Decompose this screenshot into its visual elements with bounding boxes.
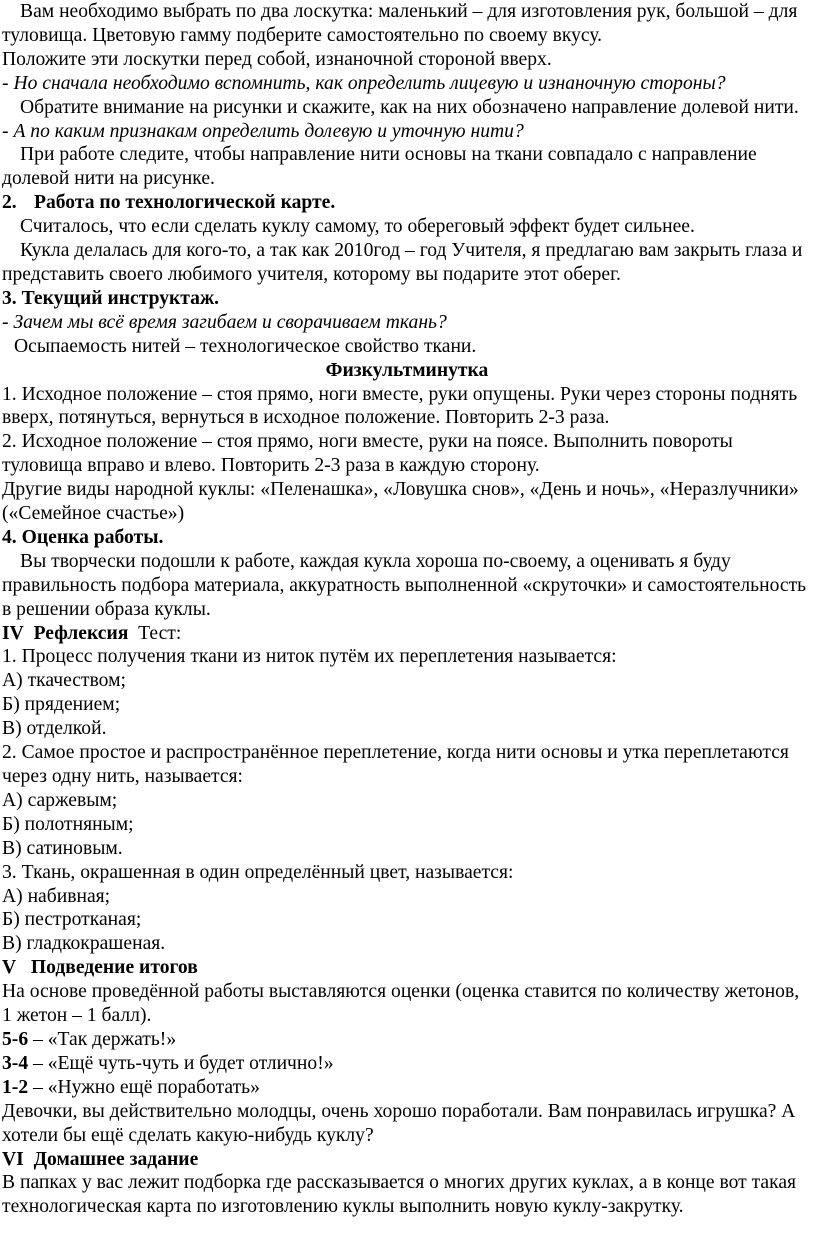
section-number: IV [2,622,24,644]
grade-score: 1-2 [2,1076,29,1098]
grade-comment: – «Ещё чуть-чуть и будет отлично!» [28,1052,334,1074]
paragraph-grading: На основе проведённой работы выставляются оценки (оценка ставится по количеству жетонов, 1 жетон – 1 балл). [2,981,800,1027]
test-answer: Б) полотняным; [2,813,134,835]
section-heading-vi [2,1148,812,1172]
section-heading-4 [2,526,812,550]
test-answer: Б) прядением; [2,694,121,716]
section-title: 4. Оценка работы. [2,526,164,548]
paragraph-thread-direction: Обратите внимание на рисунки и скажите, как на них обозначено направление долевой нити. [20,96,799,118]
paragraph-fraying: Осыпаемость нитей – технологическое свойство ткани. [14,335,477,357]
grade-comment: – «Так держать!» [28,1028,177,1050]
paragraph-homework: В папках у вас лежит подборка где рассказывается о многих других куклах, а в конце вот такая технологическая карта по изготовлению куклы выполнить новую куклу-закрутку. [2,1172,797,1218]
question-fold [2,311,812,335]
paragraph-place-scraps: Положите эти лоскутки перед собой, изнаночной стороной вверх. [2,48,552,70]
question-text: Но сначала необходимо вспомнить, как определить лицевую и изнаночную стороны? [13,72,726,94]
test-answer: А) саржевым; [2,789,118,811]
paragraph-warp-direction: При работе следите, чтобы направление нити основы на ткани совпадало с направление долевой нити на рисунке. [2,144,757,190]
test-question-3: 3. Ткань, окрашенная в один определённый цвет, называется: [2,861,514,883]
exercise-1: 1. Исходное положение – стоя прямо, ноги вместе, руки опущены. Руки через стороны поднять вверх, потянуться, вернуться в исходное положение. Повторить 2-3 раза. [2,383,798,429]
test-answer: В) гладкокрашеная. [2,933,166,955]
section-title: Работа по технологической карте. [34,192,336,214]
section-number: V [2,957,17,979]
paragraph-evaluation: Вы творчески подошли к работе, каждая кукла хороша по-своему, а оценивать я буду правильность подбора материала, аккуратность выполненной «скруточки» и самостоятельность в решении образа куклы. [2,550,807,620]
test-answer: А) набивная; [2,885,111,907]
paragraph-teacher-year: Кукла делалась для кого-то, а так как 2010год – год Учителя, я предлагаю вам закрыть глаза и представить своего любимого учителя, которому вы подарите этот оберег. [2,240,803,285]
grade-score: 3-4 [2,1052,29,1074]
question-dash: - [2,72,14,94]
grade-comment: – «Нужно ещё поработать» [28,1076,260,1098]
grade-score: 5-6 [2,1028,29,1050]
section-title: Подведение итогов [30,957,198,979]
question-text: Зачем мы всё время загибаем и сворачиваем ткань? [13,311,447,333]
section-number: 2. [2,192,17,214]
paragraph-amulet-effect: Считалось, что если сделать куклу самому, то обереговый эффект будет сильнее. [20,216,695,238]
test-answer: Б) пестротканая; [2,909,142,931]
section-title: Домашнее задание [33,1148,199,1170]
exercise-2: 2. Исходное положение – стоя прямо, ноги вместе, руки на поясе. Выполнить повороты туловища вправо и влево. Повторить 2-3 раза в каждую сторону. [2,431,733,477]
grade-row [2,1028,812,1052]
test-answer: А) ткачеством; [2,670,126,692]
section-heading-2 [2,191,812,215]
question-threads [2,120,812,144]
section-heading-3 [2,287,812,311]
section-title: Рефлексия [33,622,129,644]
test-answer: В) сатиновым. [2,837,123,859]
paragraph-other-dolls: Другие виды народной куклы: «Пеленашка», «Ловушка снов», «День и ночь», «Неразлучники» («Семейное счастье») [2,479,799,525]
question-text: А по каким признакам определить долевую и уточную нити? [13,120,524,142]
fizkultminutka-heading: Физкультминутка [325,359,489,381]
question-face-side [2,72,812,96]
section-subtitle: Тест: [138,622,182,644]
grade-row [2,1076,812,1100]
section-number: VI [2,1148,24,1170]
test-question-1: 1. Процесс получения ткани из ниток путём их переплетения называется: [2,646,617,668]
section-heading-v [2,956,812,980]
question-dash: - [2,120,14,142]
test-answer: В) отделкой. [2,718,107,740]
paragraph-praise: Девочки, вы действительно молодцы, очень хорошо поработали. Вам понравилась игрушка? А хотели бы ещё сделать какую-нибудь куклу? [2,1100,796,1146]
paragraph-choose-scraps: Вам необходимо выбрать по два лоскутка: маленький – для изготовления рук, большой – для туловища. Цветовую гамму подберите самостоятельно по своему вкусу. [2,1,798,46]
section-heading-iv [2,622,812,646]
question-dash: - [2,311,14,333]
test-question-2: 2. Самое простое и распространённое переплетение, когда нити основы и утка переплетаются через одну нить, называется: [2,742,789,787]
grade-row [2,1052,812,1076]
section-title: 3. Текущий инструктаж. [2,287,220,309]
